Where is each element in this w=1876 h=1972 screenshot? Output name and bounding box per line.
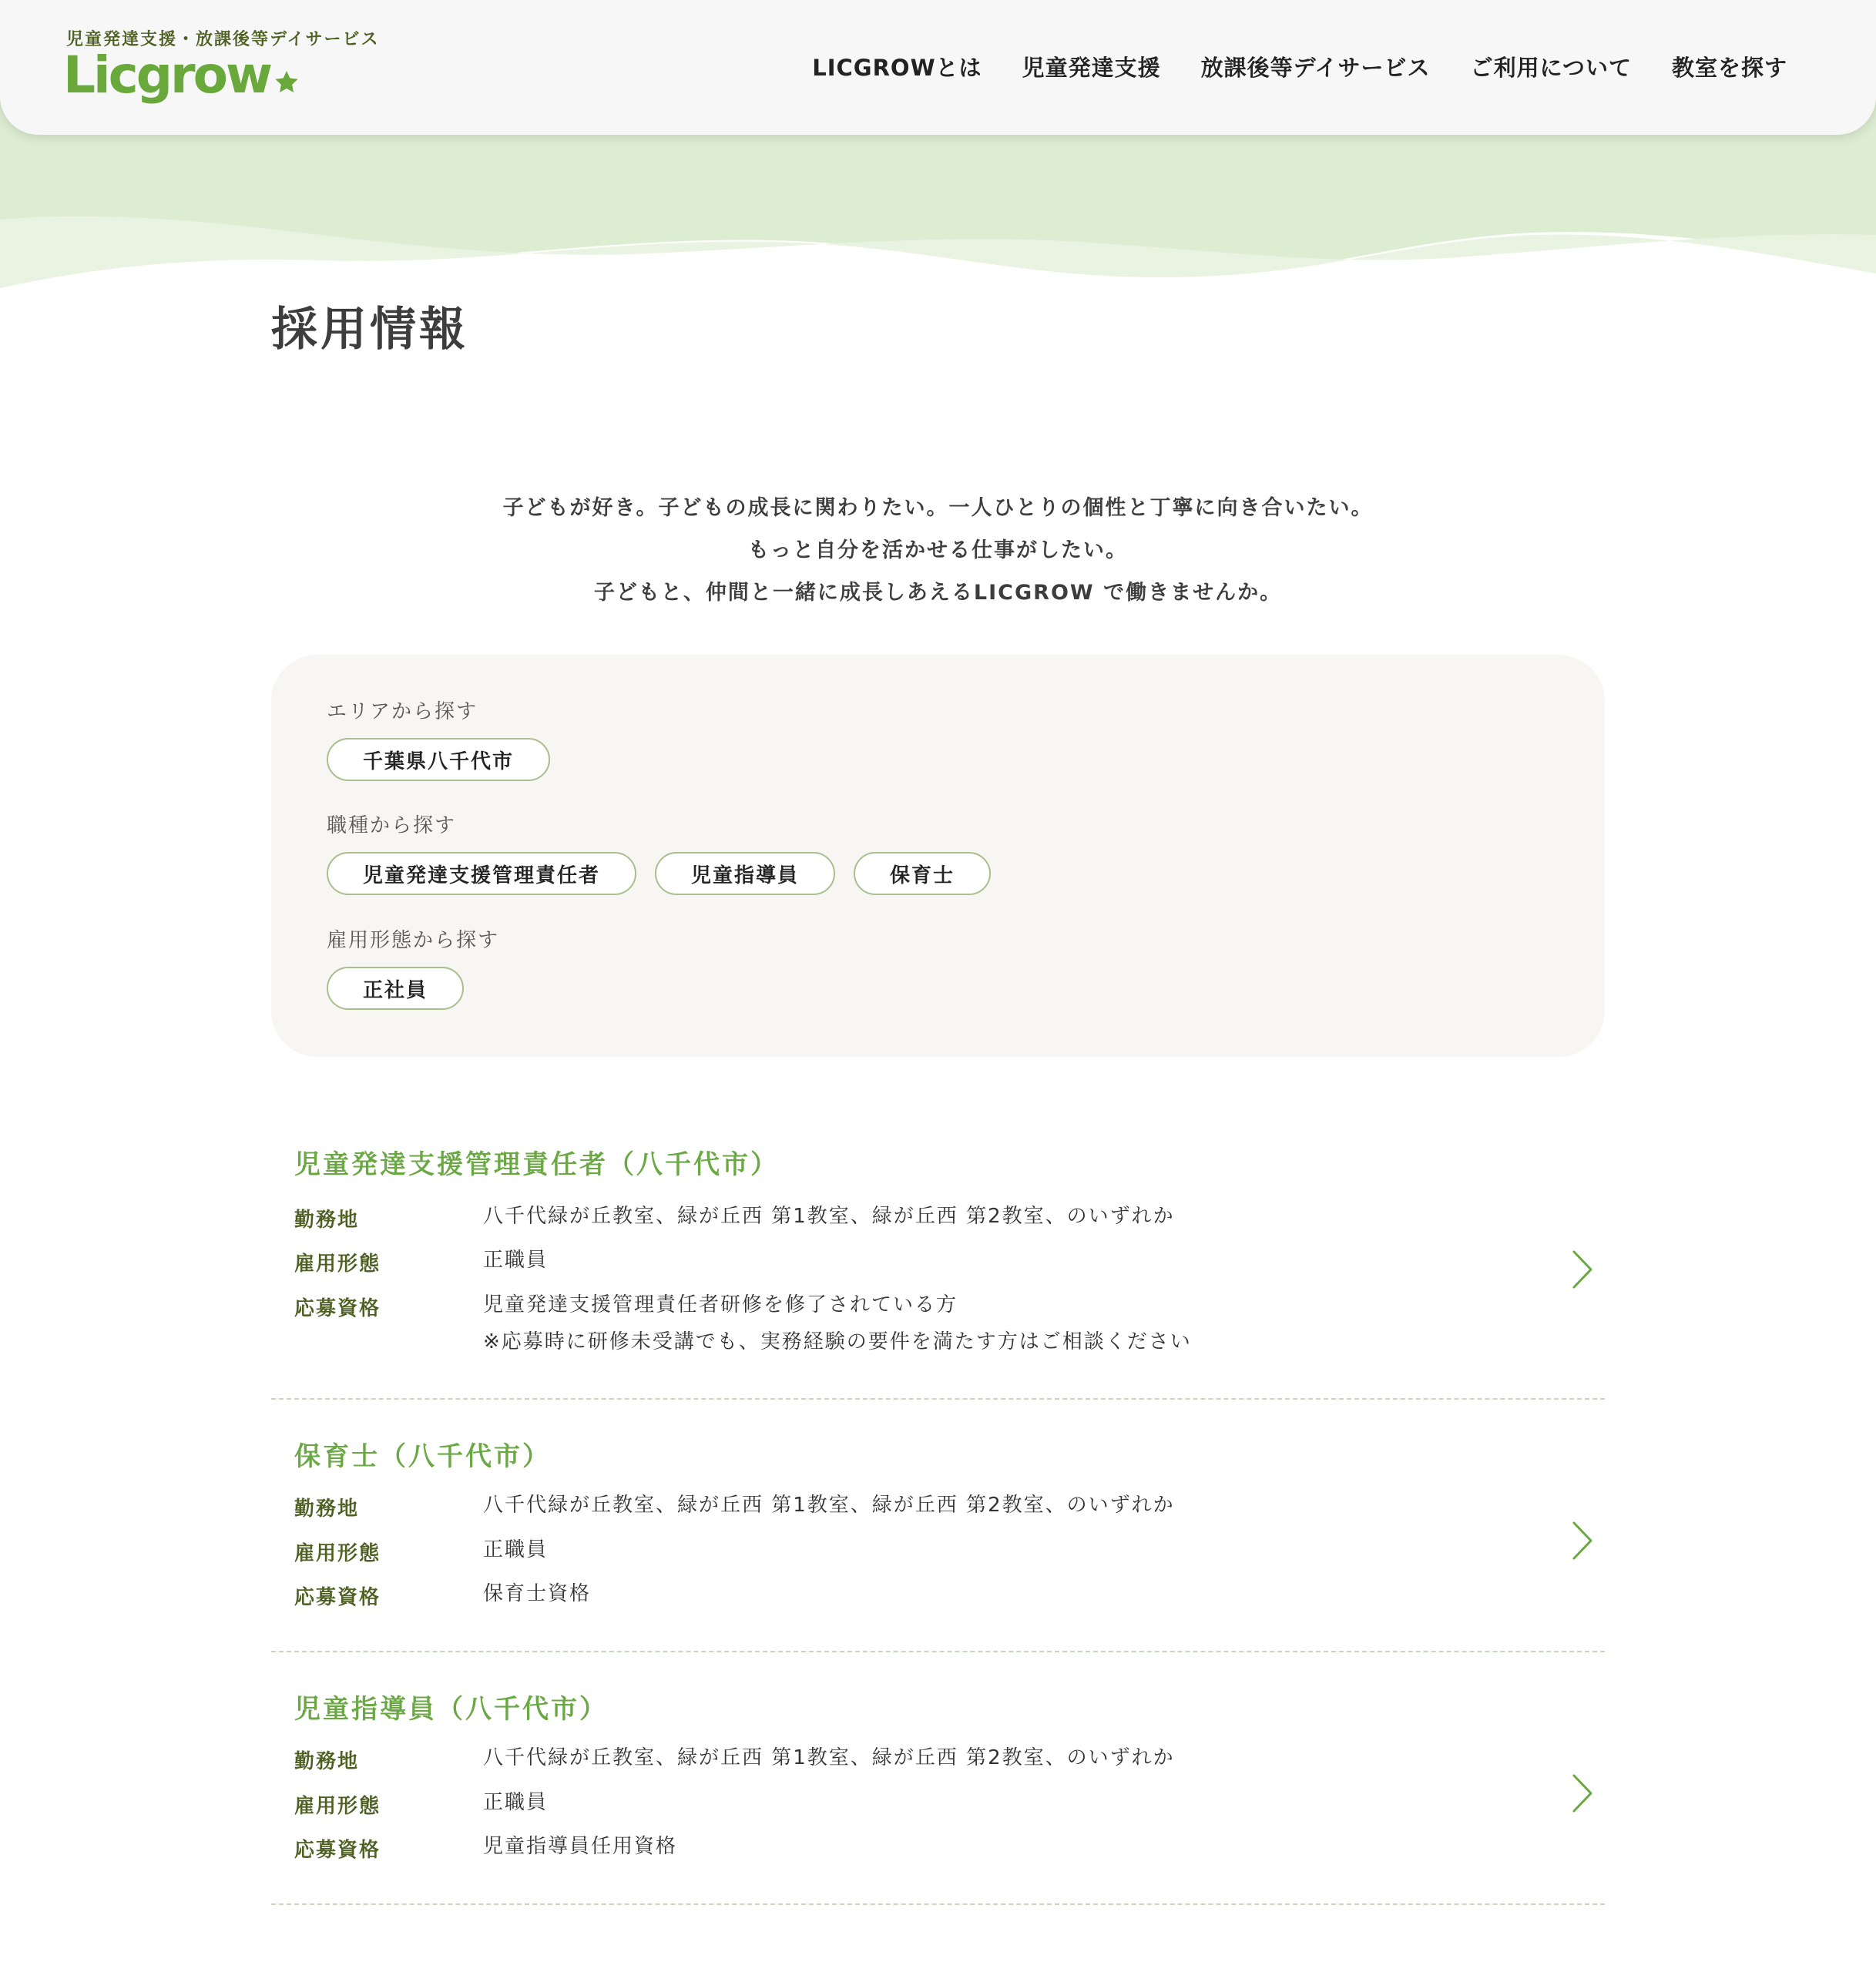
job-qualification-label: 応募資格: [294, 1839, 381, 1862]
logo-subtitle: 児童発達支援・放課後等デイサービス: [66, 30, 380, 49]
nav-item-usage[interactable]: ご利用について: [1470, 55, 1632, 81]
job-search-filters: [271, 655, 1605, 1057]
job-employment-label: 雇用形態: [294, 1253, 381, 1276]
job-qualification-value: 保育士資格: [483, 1582, 592, 1605]
job-location-value: 八千代緑が丘教室、緑が丘西 第1教室、緑が丘西 第2教室、のいずれか: [483, 1205, 1175, 1228]
job-qualification-value: 児童発達支援管理責任者研修を修了されている方: [483, 1293, 958, 1316]
job-employment-value: 正職員: [483, 1249, 549, 1272]
site-logo[interactable]: [63, 45, 300, 106]
filter-chip-child-instructor[interactable]: 児童指導員: [655, 852, 835, 895]
filter-chip-full-time[interactable]: 正社員: [327, 967, 464, 1010]
chevron-right-icon[interactable]: [1571, 1521, 1594, 1561]
intro-line: 子どもが好き。子どもの成長に関わりたい。一人ひとりの個性と丁寧に向き合いたい。: [502, 496, 1374, 520]
nav-item-about[interactable]: LICGROWとは: [812, 55, 982, 81]
intro-line: もっと自分を活かせる仕事がしたい。: [748, 538, 1128, 562]
job-listing-child-instructor[interactable]: [271, 1651, 1605, 1905]
job-employment-label: 雇用形態: [294, 1542, 381, 1565]
filter-chip-child-dev-manager[interactable]: 児童発達支援管理責任者: [327, 852, 636, 895]
filter-chip-nursery-teacher[interactable]: 保育士: [854, 852, 991, 895]
job-location-label: 勤務地: [294, 1209, 360, 1232]
job-location-label: 勤務地: [294, 1497, 360, 1521]
star-icon: [274, 69, 300, 96]
job-qualification-note: ※応募時に研修未受講でも、実務経験の要件を満たす方はご相談ください: [483, 1330, 1192, 1353]
area-filter-chips: [327, 738, 550, 781]
site-header: [0, 0, 1876, 135]
job-employment-value: 正職員: [483, 1791, 549, 1814]
logo-wordmark: Licgrow: [63, 45, 270, 105]
filter-label-job-type: 職種から探す: [327, 814, 457, 837]
intro-message: [0, 487, 1876, 614]
employment-filter-chips: [327, 967, 464, 1010]
filter-label-employment: 雇用形態から探す: [327, 929, 500, 952]
job-type-filter-chips: [327, 852, 991, 895]
nav-item-after-school[interactable]: 放課後等デイサービス: [1200, 55, 1431, 81]
job-location-value: 八千代緑が丘教室、緑が丘西 第1教室、緑が丘西 第2教室、のいずれか: [483, 1494, 1175, 1517]
job-title: 児童発達支援管理責任者（八千代市）: [294, 1149, 779, 1180]
job-employment-label: 雇用形態: [294, 1795, 381, 1818]
job-title: 保育士（八千代市）: [294, 1441, 551, 1472]
job-qualification-value: 児童指導員任用資格: [483, 1835, 678, 1858]
job-title: 児童指導員（八千代市）: [294, 1694, 608, 1725]
main-nav: [812, 51, 1787, 82]
nav-item-find-classroom[interactable]: 教室を探す: [1671, 55, 1787, 81]
page-title: 採用情報: [271, 303, 468, 357]
job-qualification-label: 応募資格: [294, 1586, 381, 1609]
nav-item-child-development[interactable]: 児童発達支援: [1022, 55, 1161, 81]
job-employment-value: 正職員: [483, 1538, 549, 1561]
job-listing-child-dev-manager[interactable]: [271, 1125, 1605, 1400]
chevron-right-icon[interactable]: [1571, 1249, 1594, 1290]
filter-label-area: エリアから探す: [327, 700, 478, 723]
job-location-value: 八千代緑が丘教室、緑が丘西 第1教室、緑が丘西 第2教室、のいずれか: [483, 1746, 1175, 1769]
chevron-right-icon[interactable]: [1571, 1773, 1594, 1813]
job-listing-nursery-teacher[interactable]: [271, 1398, 1605, 1652]
intro-line: 子どもと、仲間と一緒に成長しあえるLICGROW で働きませんか。: [593, 581, 1283, 605]
job-qualification-label: 応募資格: [294, 1297, 381, 1320]
filter-chip-yachiyo[interactable]: 千葉県八千代市: [327, 738, 550, 781]
job-location-label: 勤務地: [294, 1750, 360, 1773]
